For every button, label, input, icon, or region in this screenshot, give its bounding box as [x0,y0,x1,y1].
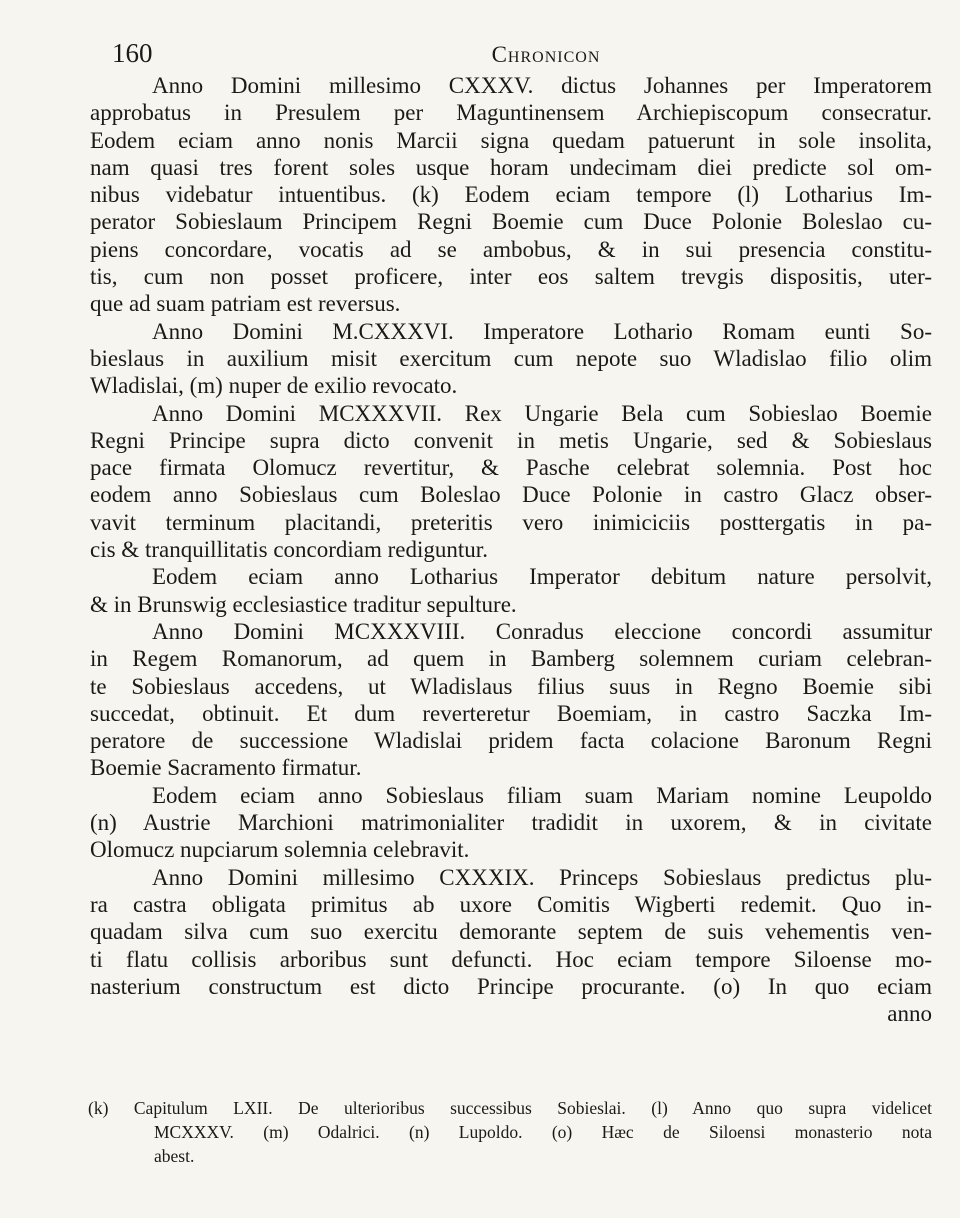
text-line: pace firmata Olomucz revertitur, & Pasche celebrat solemnia. Post hoc [90,455,932,481]
text-line: Regni Principe supra dicto convenit in metis Ungarie, sed & Sobieslaus [90,427,932,453]
text-line: que ad suam patriam est reversus. [90,291,401,317]
text-line: cis & tranquillitatis concordiam rediguntur. [90,537,488,563]
footnotes [88,1096,932,1168]
text-line: & in Brunswig ecclesiastice traditur sepulture. [90,591,517,617]
text-line: Eodem eciam anno nonis Marcii signa quedam patuerunt in sole insolita, [90,127,932,153]
text-line: bieslaus in auxilium misit exercitum cum nepote suo Wladislao filio olim [90,345,932,371]
page-number: 160 [112,38,153,68]
text-line: Anno Domini M.CXXXVI. Imperatore Lothario Romam eunti So- [152,318,932,344]
text-line: ti flatu collisis arboribus sunt defuncti. Hoc eciam tempore Siloense mo- [90,946,932,972]
text-line: vavit terminum placitandi, preteritis vero inimiciciis posttergatis in pa- [90,509,932,535]
text-line: ra castra obligata primitus ab uxore Comitis Wigberti redemit. Quo in- [90,891,932,917]
text-line: anno [887,1001,932,1027]
text-line: eodem anno Sobieslaus cum Boleslao Duce Polonie in castro Glacz obser- [90,482,932,508]
text-line: Anno Domini MCXXXVIII. Conradus eleccione concordi assumitur [152,618,932,644]
text-line: Eodem eciam anno Lotharius Imperator debitum nature persolvit, [152,564,932,590]
footnote-line: MCXXXV. (m) Odalrici. (n) Lupoldo. (o) Hæc de Siloensi monasterio nota [154,1122,932,1142]
page-header [112,38,920,74]
text-line: Anno Domini millesimo CXXXIX. Princeps Sobieslaus predictus plu- [152,864,932,890]
text-line: in Regem Romanorum, ad quem in Bamberg solemnem curiam celebran- [90,646,932,672]
text-line: nam quasi tres forent soles usque horam undecimam diei predicte sol om- [90,154,932,180]
text-line: Boemie Sacramento firmatur. [90,755,362,781]
text-line: Anno Domini MCXXXVII. Rex Ungarie Bela cum Sobieslao Boemie [152,400,932,426]
footnote-line: (k) Capitulum LXII. De ulterioribus successibus Sobieslai. (l) Anno quo supra videlicet [88,1098,932,1118]
text-line: Anno Domini millesimo CXXXV. dictus Johannes per Imperatorem [152,73,932,98]
footnote-line: abest. [154,1146,195,1166]
body-text [90,72,932,1027]
text-line: Olomucz nupciarum solemnia celebravit. [90,837,470,863]
text-line: Wladislai, (m) nuper de exilio revocato. [90,373,458,399]
text-line: nibus videbatur intuentibus. (k) Eodem eciam tempore (l) Lotharius Im- [90,182,932,208]
text-line: perator Sobieslaum Principem Regni Boemie cum Duce Polonie Boleslao cu- [90,209,932,235]
text-line: approbatus in Presulem per Maguntinensem Archiepiscopum consecratur. [90,100,932,126]
text-line: te Sobieslaus accedens, ut Wladislaus filius suus in Regno Boemie sibi [90,673,932,699]
running-head: Chronicon [491,42,601,67]
text-line: quadam silva cum suo exercitu demorante septem de suis vehementis ven- [90,919,932,945]
text-line: tis, cum non posset proficere, inter eos saltem trevgis dispositis, uter- [90,264,932,290]
text-line: peratore de successione Wladislai pridem facta colacione Baronum Regni [90,728,932,754]
text-line: piens concordare, vocatis ad se ambobus, & in sui presencia constitu- [90,236,932,262]
text-line: succedat, obtinuit. Et dum reverteretur Boemiam, in castro Saczka Im- [90,700,932,726]
text-line: (n) Austrie Marchioni matrimonialiter tradidit in uxorem, & in civitate [90,810,932,836]
text-line: Eodem eciam anno Sobieslaus filiam suam Mariam nomine Leupoldo [152,782,932,808]
text-line: nasterium constructum est dicto Principe procurante. (o) In quo eciam [90,973,932,999]
